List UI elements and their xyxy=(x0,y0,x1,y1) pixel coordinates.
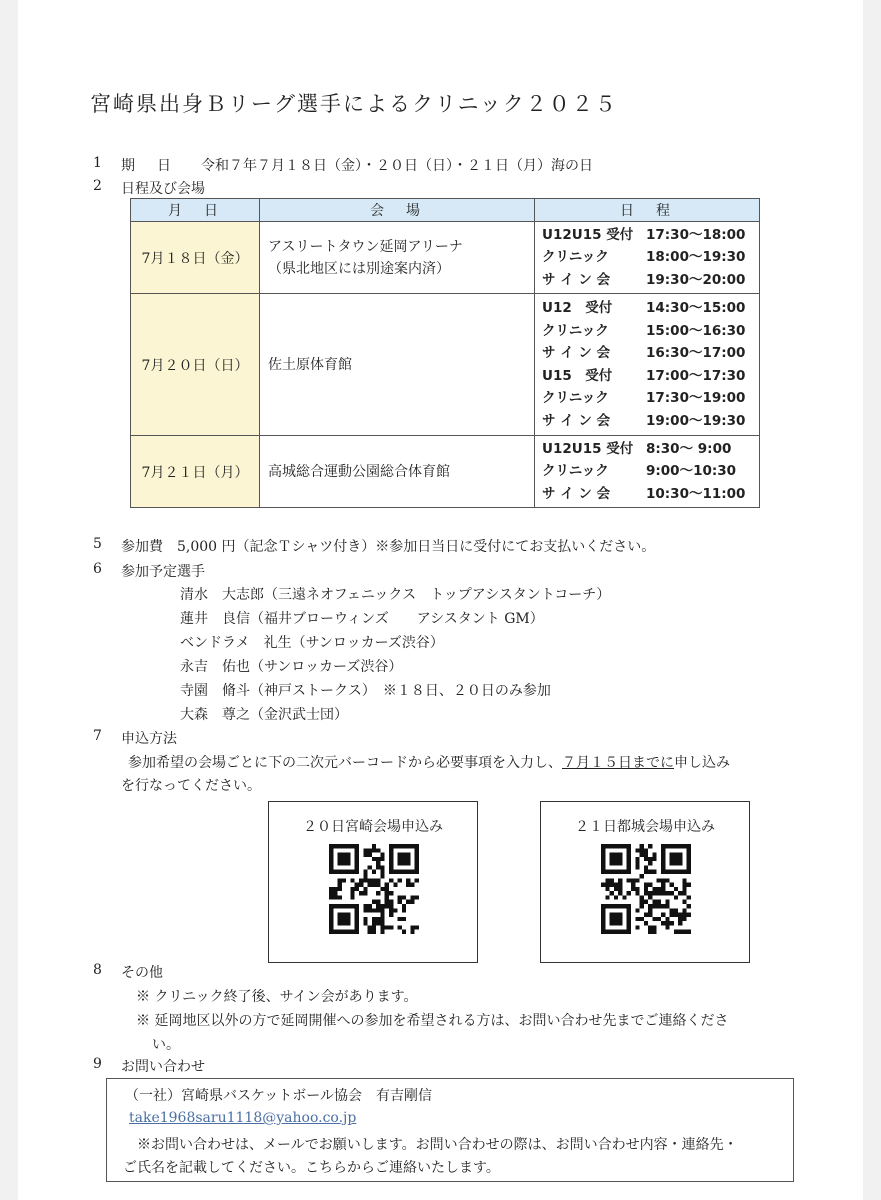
slot-time: 19:30～20:00 xyxy=(646,271,746,288)
slot-time: 10:30～11:00 xyxy=(646,485,746,502)
section-5-number: 5 xyxy=(93,536,102,552)
slot-time: 9:00～10:30 xyxy=(646,463,737,480)
section-8-number: 8 xyxy=(93,962,102,978)
time-slot xyxy=(542,246,759,269)
schedule-row-21 xyxy=(131,436,760,508)
document-title: 宮崎県出身Ｂリーグ選手によるクリニック２０２５ xyxy=(90,92,618,116)
row-times xyxy=(535,222,760,294)
slot-label: U12U15 受付 xyxy=(542,226,634,243)
apply-deadline: ７月１５日までに xyxy=(562,755,674,771)
slot-time: 18:00～19:30 xyxy=(646,249,746,266)
row-venue xyxy=(260,436,535,508)
time-slot xyxy=(542,269,759,292)
section-2-number: 2 xyxy=(93,178,102,194)
slot-time: 8:30～ 9:00 xyxy=(646,440,732,457)
header-schedule: 日 程 xyxy=(535,199,760,222)
time-slot xyxy=(542,460,759,483)
time-slot xyxy=(542,297,759,320)
fee-text: 参加費 5,000 円（記念Ｔシャツ付き）※参加日当日に受付にてお支払いください。 xyxy=(121,539,656,555)
header-venue: 会 場 xyxy=(260,199,535,222)
time-slot xyxy=(542,410,759,433)
slot-label: U15 受付 xyxy=(542,367,613,384)
qr-label-miyazaki: ２０日宮崎会場申込み xyxy=(303,819,443,835)
player-item: 蓮井 良信（福井ブローウィンズ アシスタント GM） xyxy=(180,611,544,627)
apply-heading: 申込方法 xyxy=(121,731,177,747)
row-date: 7月２１日（月） xyxy=(131,436,260,508)
apply-instruction xyxy=(128,752,730,772)
other-note-1: ※ クリニック終了後、サイン会があります。 xyxy=(136,989,418,1005)
section-1-label: 期 日 xyxy=(121,158,175,174)
time-slot xyxy=(542,365,759,388)
section-9-number: 9 xyxy=(93,1056,102,1072)
time-slot xyxy=(542,320,759,343)
player-item: 寺園 脩斗（神戸ストークス） ※１８日、２０日のみ参加 xyxy=(180,683,551,699)
row-venue xyxy=(260,294,535,436)
slot-label: U12 受付 xyxy=(542,300,613,316)
venue-line: 佐土原体育館 xyxy=(268,356,352,373)
contact-note: ※お問い合わせは、メールでお願いします。お問い合わせの際は、お問い合わせ内容・連絡先・ xyxy=(137,1137,738,1153)
slot-label: サ イ ン 会 xyxy=(542,345,611,361)
schedule-table xyxy=(130,198,760,508)
qr-card-miyakonojo[interactable] xyxy=(540,801,750,963)
row-times xyxy=(535,294,760,436)
section-2-label: 日程及び会場 xyxy=(121,181,205,197)
slot-time: 17:00～17:30 xyxy=(646,367,746,384)
time-slot xyxy=(542,387,759,410)
slot-time: 19:00～19:30 xyxy=(646,412,746,429)
slot-time: 17:30～18:00 xyxy=(646,226,746,243)
qr-code-miyazaki[interactable] xyxy=(329,844,419,934)
slot-label: クリニック xyxy=(542,322,609,339)
row-date: 7月２０日（日） xyxy=(131,294,260,436)
slot-label: U12U15 受付 xyxy=(542,440,634,457)
schedule-header-row xyxy=(131,199,760,222)
slot-label: サ イ ン 会 xyxy=(542,485,611,502)
other-heading: その他 xyxy=(121,965,163,981)
apply-instruction-end: 申し込み xyxy=(674,755,730,771)
venue-line: 高城総合運動公園総合体育館 xyxy=(268,463,450,480)
slot-label: クリニック xyxy=(542,390,609,406)
header-date: 月 日 xyxy=(131,199,260,222)
venue-line: アスリートタウン延岡アリーナ xyxy=(268,238,463,255)
qr-label-miyakonojo: ２１日都城会場申込み xyxy=(575,819,715,835)
schedule-row-18 xyxy=(131,222,760,294)
slot-time: 16:30～17:00 xyxy=(646,345,746,361)
contact-email-link[interactable]: take1968saru1118@yahoo.co.jp xyxy=(129,1110,357,1126)
qr-code-miyakonojo[interactable] xyxy=(601,844,691,934)
time-slot xyxy=(542,224,759,247)
slot-time: 15:00～16:30 xyxy=(646,322,746,339)
apply-instruction-cont: を行なってください。 xyxy=(121,778,261,794)
slot-label: クリニック xyxy=(542,463,609,480)
time-slot xyxy=(542,438,759,461)
slot-time: 14:30～15:00 xyxy=(646,300,746,316)
section-6-number: 6 xyxy=(93,561,102,577)
row-times xyxy=(535,436,760,508)
section-7-number: 7 xyxy=(93,728,102,744)
event-dates: 令和７年７月１８日（金）・２０日（日）・２１日（月）海の日 xyxy=(201,158,593,174)
slot-label: サ イ ン 会 xyxy=(542,271,611,288)
other-note-2-cont: い。 xyxy=(152,1037,180,1053)
slot-label: サ イ ン 会 xyxy=(542,412,611,429)
section-1-number: 1 xyxy=(93,155,102,171)
contact-organization: （一社）宮崎県バスケットボール協会 有吉剛信 xyxy=(125,1088,433,1104)
contact-box xyxy=(106,1078,794,1182)
contact-note-cont: ご氏名を記載してください。こちらからご連絡いたします。 xyxy=(123,1160,500,1176)
qr-card-miyazaki[interactable] xyxy=(268,801,478,963)
time-slot xyxy=(542,342,759,365)
row-venue xyxy=(260,222,535,294)
player-item: 清水 大志郎（三遠ネオフェニックス トップアシスタントコーチ） xyxy=(180,587,611,603)
slot-label: クリニック xyxy=(542,249,609,266)
player-item: ベンドラメ 礼生（サンロッカーズ渋谷） xyxy=(180,635,444,651)
contact-heading: お問い合わせ xyxy=(121,1059,205,1075)
time-slot xyxy=(542,483,759,506)
player-item: 大森 尊之（金沢武士団） xyxy=(180,707,348,723)
document-page xyxy=(18,0,863,1200)
players-heading: 参加予定選手 xyxy=(121,564,205,580)
schedule-row-20 xyxy=(131,294,760,436)
other-note-2: ※ 延岡地区以外の方で延岡開催への参加を希望される方は、お問い合わせ先までご連絡くださ xyxy=(136,1013,729,1029)
venue-note: （県北地区には別途案内済） xyxy=(268,260,450,277)
slot-time: 17:30～19:00 xyxy=(646,390,746,406)
row-date: 7月１８日（金） xyxy=(131,222,260,294)
player-item: 永吉 佑也（サンロッカーズ渋谷） xyxy=(180,659,403,675)
apply-instruction-text: 参加希望の会場ごとに下の二次元バーコードから必要事項を入力し、 xyxy=(128,755,562,771)
